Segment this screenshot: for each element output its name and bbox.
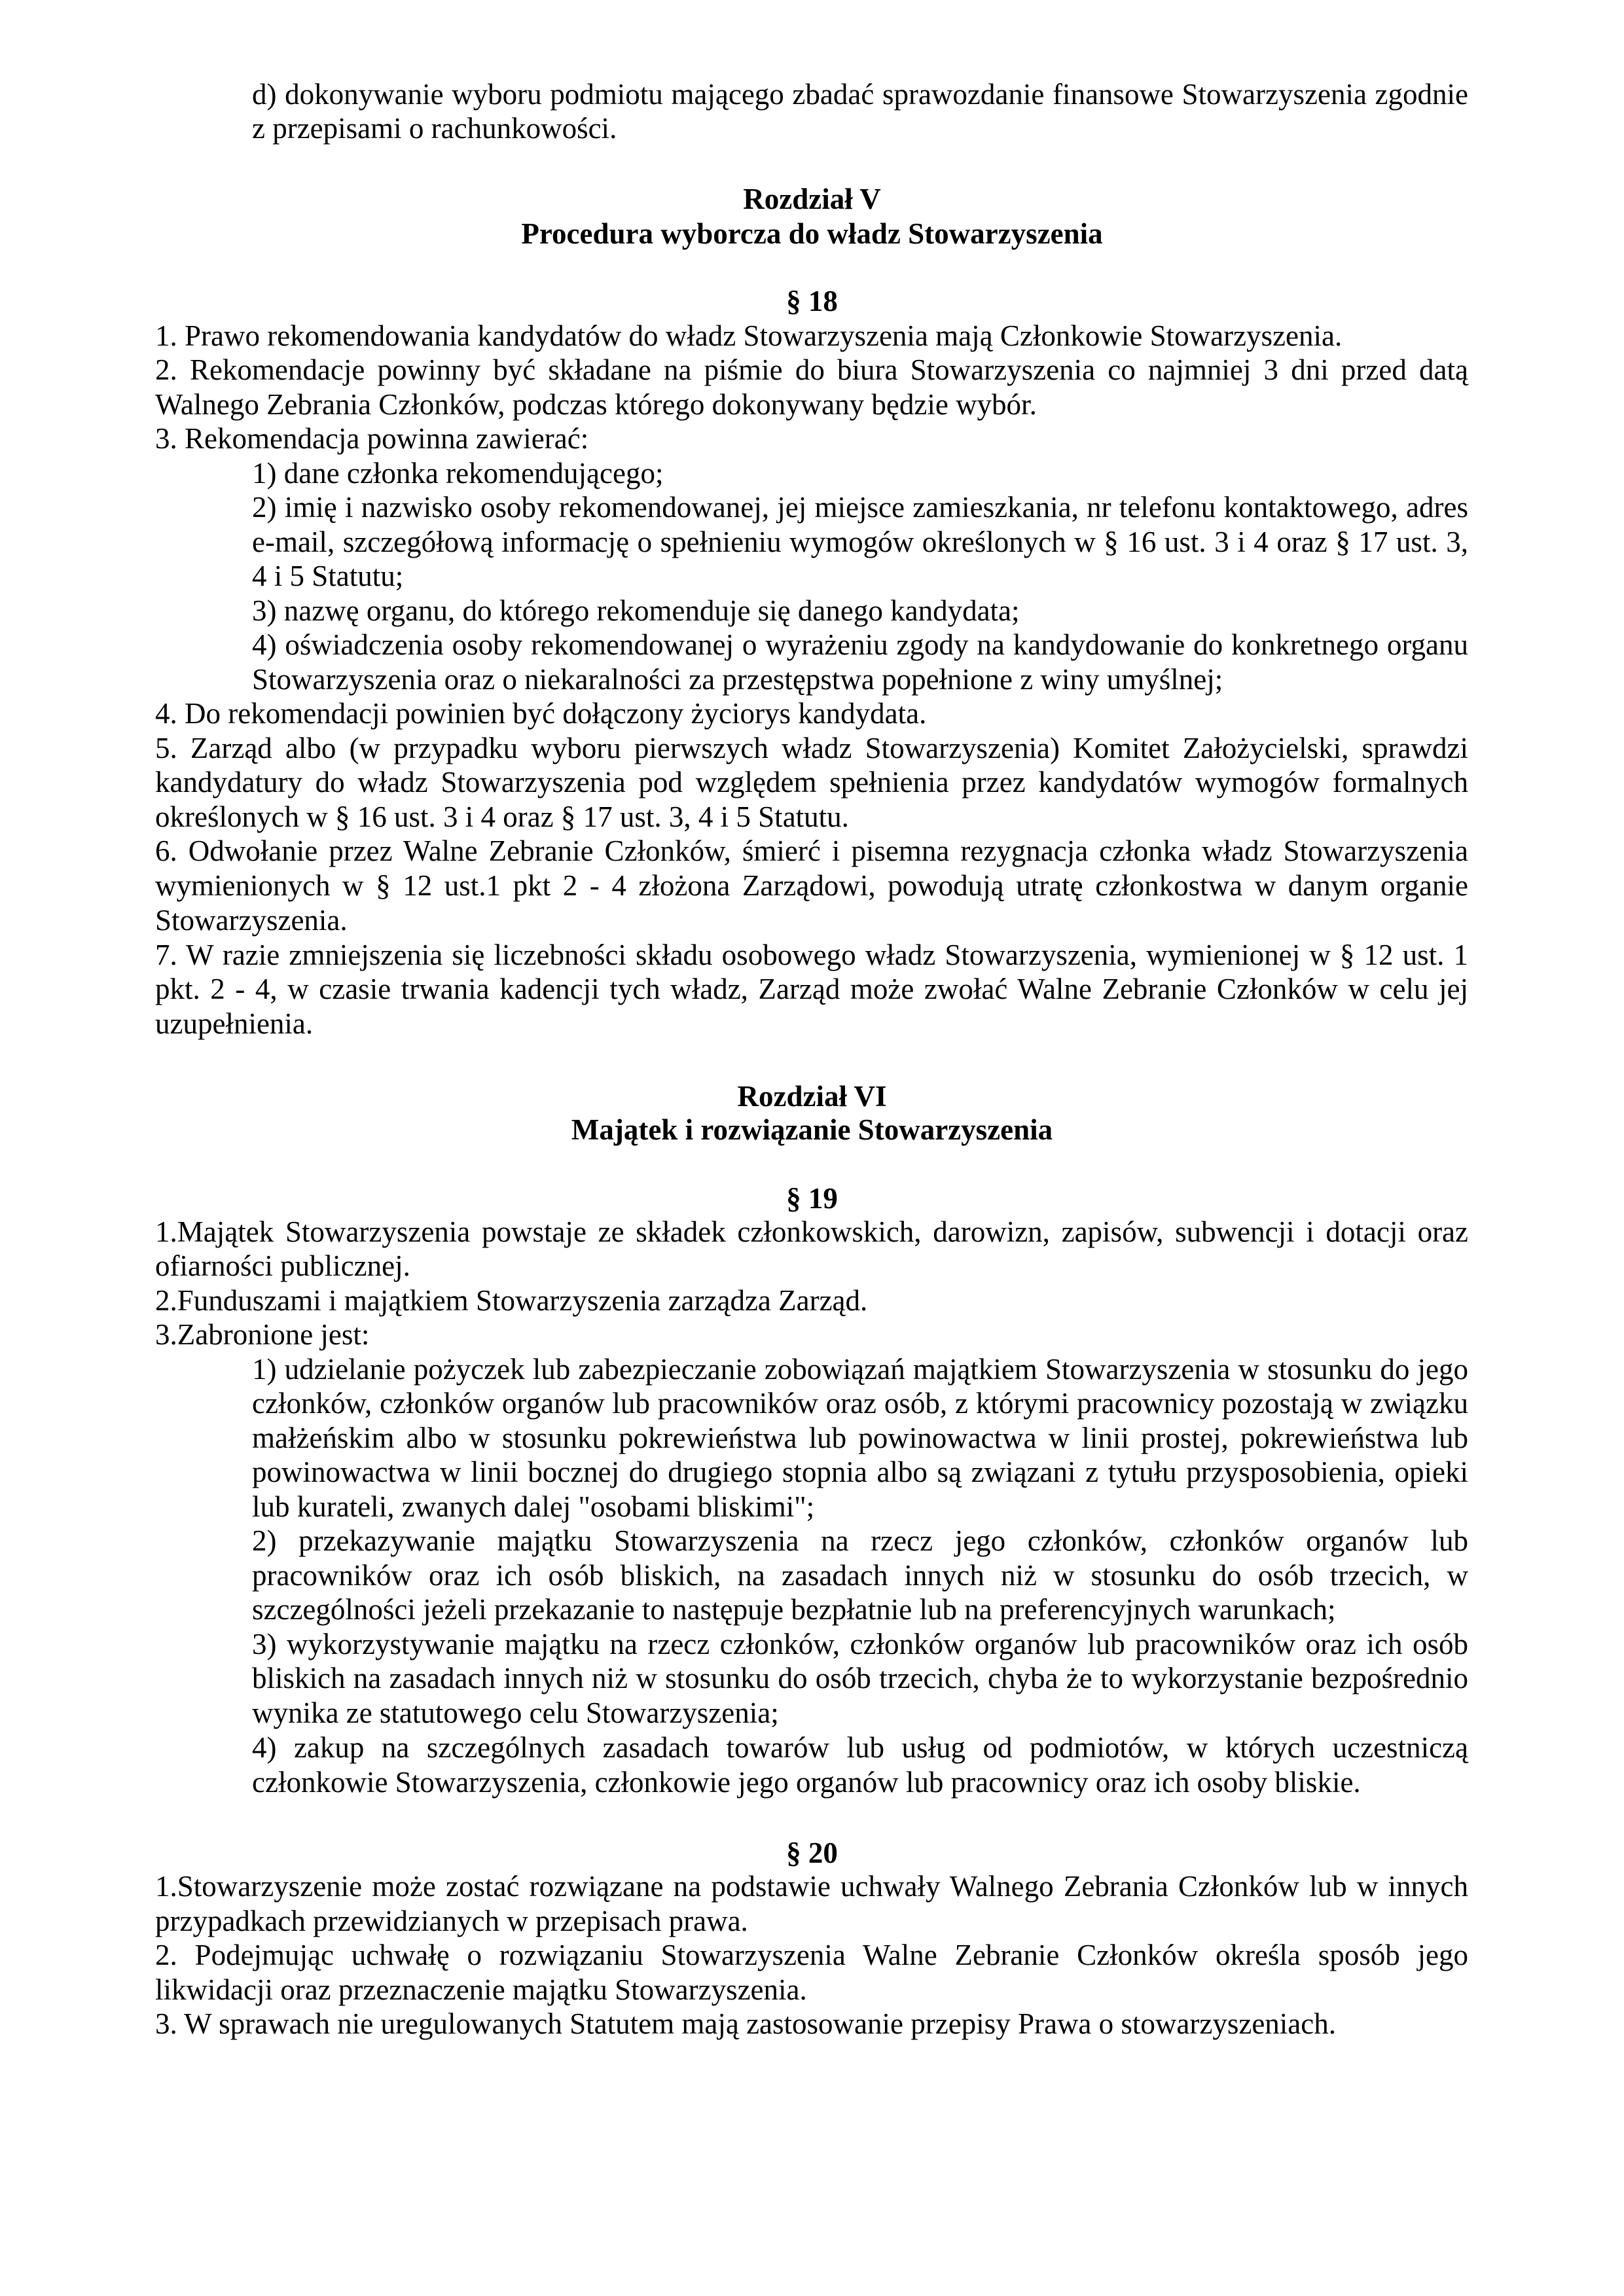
list-item-line: 4) oświadczenia osoby rekomendowanej o wyrażeniu zgody na kandydowanie do konkretnego organu (252, 628, 1468, 661)
list-item-line: lub kurateli, zwanych dalej "osobami bliskimi"; (252, 1490, 815, 1523)
list-item-line: 3) wykorzystywanie majątku na rzecz członków, członków organów lub pracowników oraz ich osób (252, 1628, 1468, 1660)
paragraph-heading: § 20 (786, 1837, 838, 1869)
paragraph-line: 7. W razie zmniejszenia się liczebności składu osobowego władz Stowarzyszenia, wymienionej w § 12 ust. 1 (155, 939, 1468, 971)
paragraph-line: 2. Rekomendacje powinny być składane na piśmie do biura Stowarzyszenia co najmniej 3 dni przed datą (155, 353, 1468, 386)
list-item-line: e-mail, szczegółową informację o spełnieniu wymogów określonych w § 16 ust. 3 i 4 oraz § 17 ust. 3, (252, 526, 1468, 558)
paragraph-line: 3. W sprawach nie uregulowanych Statutem mają zastosowanie przepisy Prawa o stowarzyszeniach. (155, 2007, 1336, 2040)
list-item-line: 2) przekazywanie majątku Stowarzyszenia na rzecz jego członków, członków organów lub (252, 1524, 1468, 1557)
list-item-line: wynika ze statutowego celu Stowarzyszenia; (252, 1696, 779, 1729)
paragraph-line: likwidacji oraz przeznaczenie majątku Stowarzyszenia. (155, 1973, 807, 2006)
paragraph-line: określonych w § 16 ust. 3 i 4 oraz § 17 ust. 3, 4 i 5 Statutu. (155, 800, 849, 833)
paragraph-line: 6. Odwołanie przez Walne Zebranie Członków, śmierć i pisemna rezygnacja członka władz Stowarzyszenia (155, 834, 1468, 867)
paragraph-line: 2. Podejmując uchwałę o rozwiązaniu Stowarzyszenia Walne Zebranie Członków określa sposób jego (155, 1939, 1468, 1971)
paragraph-line: 4. Do rekomendacji powinien być dołączony życiorys kandydata. (155, 697, 927, 730)
paragraph-line: Walnego Zebrania Członków, podczas którego dokonywany będzie wybór. (155, 388, 1037, 421)
paragraph-line: pkt. 2 - 4, w czasie trwania kadencji tych władz, Zarząd może zwołać Walne Zebranie Członków w celu jej (155, 973, 1468, 1005)
list-item-line: małżeńskim albo w stosunku pokrewieństwa lub powinowactwa w linii prostej, pokrewieństwa lub (252, 1422, 1468, 1454)
paragraph-line: 1.Stowarzyszenie może zostać rozwiązane na podstawie uchwały Walnego Zebrania Członków lub w innych (155, 1870, 1468, 1903)
chapter-subtitle: Majątek i rozwiązanie Stowarzyszenia (571, 1113, 1053, 1146)
paragraph-heading: § 18 (786, 285, 838, 317)
paragraph-line: 1.Majątek Stowarzyszenia powstaje ze składek członkowskich, darowizn, zapisów, subwencji i dotacji oraz (155, 1215, 1468, 1248)
continuation-line: z przepisami o rachunkowości. (252, 112, 617, 145)
list-item-line: członkowie Stowarzyszenia, członkowie jego organów lub pracownicy oraz ich osoby bliskie. (252, 1766, 1361, 1799)
paragraph-heading: § 19 (786, 1182, 838, 1215)
list-item-line: 4 i 5 Statutu; (252, 560, 404, 592)
list-item-line: pracowników oraz ich osób bliskich, na zasadach innych niż w stosunku do osób trzecich, w (252, 1559, 1468, 1592)
paragraph-line: 3.Zabronione jest: (155, 1318, 370, 1351)
chapter-subtitle: Procedura wyborcza do władz Stowarzyszenia (521, 217, 1103, 250)
list-item-line: bliskich na zasadach innych niż w stosunku do osób trzecich, chyba że to wykorzystanie bezpośrednio (252, 1662, 1468, 1695)
list-item-line: 1) dane członka rekomendującego; (252, 457, 664, 490)
paragraph-line: Stowarzyszenia. (155, 904, 348, 937)
paragraph-line: przypadkach przewidzianych w przepisach prawa. (155, 1905, 748, 1937)
list-item-line: 2) imię i nazwisko osoby rekomendowanej, jej miejsce zamieszkania, nr telefonu kontaktowego, adres (252, 491, 1468, 524)
paragraph-line: wymienionych w § 12 ust.1 pkt 2 - 4 złożona Zarządowi, powodują utratę członkostwa w danym organie (155, 869, 1468, 902)
list-item-line: 1) udzielanie pożyczek lub zabezpieczanie zobowiązań majątkiem Stowarzyszenia w stosunku do jego (252, 1353, 1468, 1386)
paragraph-line: ofiarności publicznej. (155, 1249, 410, 1282)
paragraph-line: kandydatury do władz Stowarzyszenia pod względem spełnienia przez kandydatów wymogów formalnych (155, 766, 1468, 798)
list-item-line: 4) zakup na szczególnych zasadach towarów lub usług od podmiotów, w których uczestniczą (252, 1731, 1468, 1764)
continuation-line: d) dokonywanie wyboru podmiotu mającego zbadać sprawozdanie finansowe Stowarzyszenia zgodnie (252, 78, 1468, 111)
paragraph-line: 1. Prawo rekomendowania kandydatów do władz Stowarzyszenia mają Członkowie Stowarzyszenia. (155, 319, 1343, 352)
chapter-title: Rozdział V (743, 183, 881, 215)
list-item-line: powinowactwa w linii bocznej do drugiego stopnia albo są związani z tytułu przysposobienia, opieki (252, 1456, 1468, 1488)
paragraph-line: 2.Funduszami i majątkiem Stowarzyszenia zarządza Zarząd. (155, 1284, 868, 1317)
paragraph-line: 5. Zarząd albo (w przypadku wyboru pierwszych władz Stowarzyszenia) Komitet Założycielski, sprawdzi (155, 732, 1468, 764)
list-item-line: 3) nazwę organu, do którego rekomenduje się danego kandydata; (252, 594, 1020, 627)
list-item-line: Stowarzyszenia oraz o niekaralności za przestępstwa popełnione z winy umyślnej; (252, 663, 1223, 696)
chapter-title: Rozdział VI (737, 1080, 887, 1113)
paragraph-line: 3. Rekomendacja powinna zawierać: (155, 422, 589, 455)
paragraph-line: uzupełnienia. (155, 1007, 314, 1040)
list-item-line: szczególności jeżeli przekazanie to następuje bezpłatnie lub na preferencyjnych warunkach; (252, 1593, 1336, 1626)
list-item-line: członków, członków organów lub pracowników oraz osób, z którymi pracownicy pozostają w związku (252, 1387, 1468, 1420)
